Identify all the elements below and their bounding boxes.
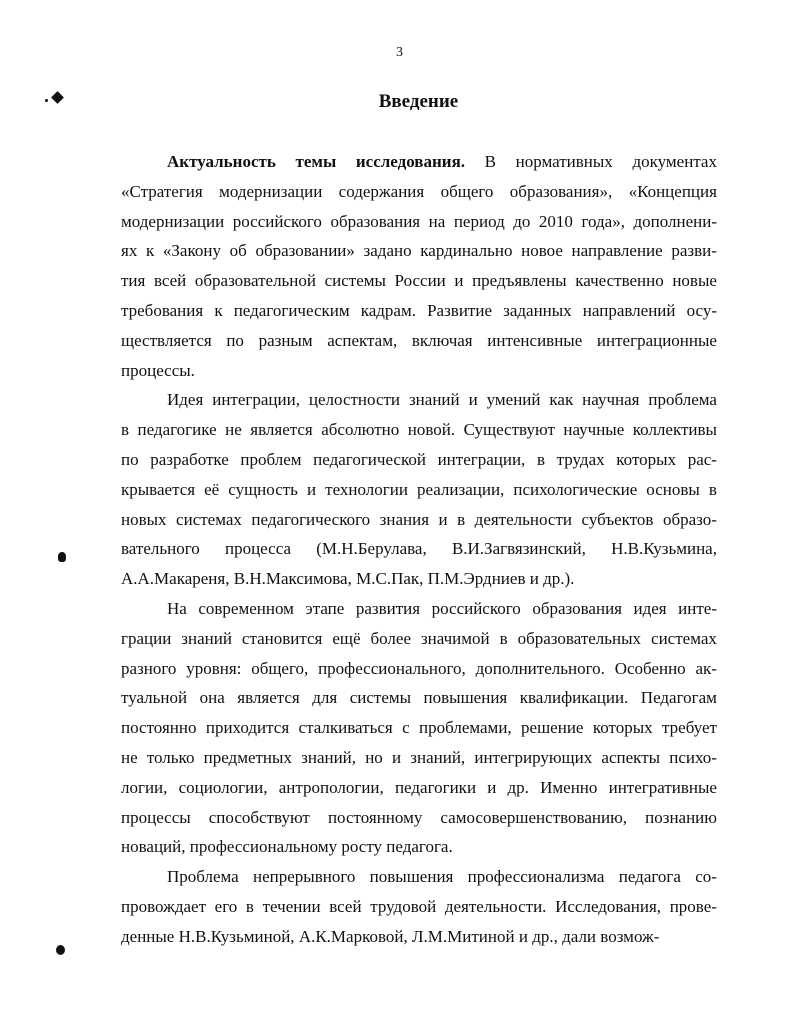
word: проблема [648,390,717,410]
word: денные [121,926,179,946]
word: осу- [686,300,717,320]
text-line [121,177,717,207]
word: субъектов [581,509,654,529]
word: предъявлены [472,271,567,291]
word: и [487,777,497,797]
paragraph [121,147,717,385]
word: Проблема [167,867,239,887]
word: её [204,479,220,499]
word: только [146,747,195,767]
word: проблемами, [419,718,512,738]
binding-hole-mark [56,945,65,955]
binding-hole-mark [58,552,66,562]
word: общего [440,181,494,201]
word: которых [616,449,677,469]
word: трудовой [370,896,437,916]
word: коллективы [632,420,717,440]
word: сталкиваться [298,718,393,738]
page-number: 3 [396,45,403,60]
word: и [391,747,402,767]
word: постоянному [327,807,423,827]
word: научные [563,420,625,440]
word: росту [341,837,387,857]
text-line [121,624,717,654]
word: педагогической [313,449,426,469]
word: заданных [503,300,572,320]
word: разного [121,658,177,678]
word: документах [632,152,717,171]
word: России [394,271,446,291]
word: образовательной [194,271,316,291]
word: новое [521,241,563,261]
word: деятельности. [444,896,547,916]
word: трудах [556,449,605,469]
word: Существуют [463,420,555,440]
text-line [121,207,717,237]
word: образования [330,211,421,231]
word: грации [121,628,172,648]
word: по [121,449,139,469]
word: кардинально [420,241,513,261]
word: темы [295,152,337,171]
word: к [145,241,155,261]
word: Особенно [614,658,686,678]
word: решение [521,718,584,738]
text-line [121,356,717,386]
word: др. [507,777,529,797]
word: Актуальность [167,152,276,171]
word: идея [633,598,667,618]
word: постоянно [121,718,197,738]
word: др., [532,926,563,946]
word: 2010 [538,211,573,231]
text-line [121,236,717,266]
word: предметных [203,747,292,767]
word: профессионализма [467,867,605,887]
word: кадрам. [360,300,416,320]
word: которых [592,718,653,738]
word: направление [571,241,663,261]
word: более [370,628,411,648]
word: Развитие [427,300,492,320]
word: знаний, [410,747,466,767]
word: этапе [305,598,345,618]
word: образо- [662,509,717,529]
body-text [121,147,717,952]
word: возмож- [600,926,660,946]
word: Исследования, [555,896,662,916]
word: целостности [308,390,401,410]
word: является [237,688,300,708]
word: самосовершенствованию, [440,807,628,827]
word: педагогическим [233,300,350,320]
word: года», [581,211,625,231]
word: на [428,211,446,231]
word: процесса [224,539,291,559]
word: нормативных [515,152,613,171]
paragraph [121,385,717,594]
word: научная [582,390,640,410]
word: она [199,688,225,708]
word: до [513,211,531,231]
word: дополнени- [633,211,717,231]
word: ак- [695,658,717,678]
word: общего, [251,658,309,678]
word: включая [411,330,473,350]
word: в [121,420,130,440]
word: психо- [669,747,717,767]
word: новой. [407,420,456,440]
word: реализации, [416,479,505,499]
word: ях [121,241,138,261]
word: в [499,628,508,648]
word: с [402,718,410,738]
word: направлений [582,300,676,320]
word: становится [241,628,323,648]
word: задано [363,241,412,261]
word: со- [695,867,717,887]
word: в [536,449,545,469]
word: и [518,926,533,946]
word: Л.М.Митиной [412,926,519,946]
word: ществляется [121,330,212,350]
word: проблем [240,449,302,469]
word: знаний [408,390,460,410]
word: образования», [509,181,613,201]
word: знания [379,509,430,529]
word: повышения [423,688,508,708]
word: российского [431,598,521,618]
word: уровня: [186,658,242,678]
word: новые [672,271,717,291]
word: системах [176,509,242,529]
paragraph [121,594,717,862]
word: знаний [181,628,232,648]
word: содержания [338,181,425,201]
word: профессионального, [318,658,466,678]
paragraph [121,862,717,951]
word: провождает [121,896,206,916]
word: приходится [205,718,290,738]
word: абсолютно [321,420,400,440]
word: познанию [645,807,717,827]
word: технологии [325,479,408,499]
word: образовательных [517,628,642,648]
word: повышения [369,867,454,887]
word: течении [262,896,321,916]
word: новых [121,509,167,529]
word: аспекты [601,747,661,767]
word: Педагогам [640,688,717,708]
text-line [121,803,717,833]
word: и [438,509,448,529]
word: разви- [671,241,717,261]
word: профессиональному [189,837,342,857]
text-line [121,475,717,505]
word: квалификации. [519,688,629,708]
text-line [121,683,717,713]
word: М.С.Пак, [356,569,428,589]
word: модернизации [121,211,225,231]
word: непрерывного [253,867,356,887]
word: в [457,509,466,529]
word: Идея [167,390,204,410]
word: к [214,300,223,320]
word: способствуют [208,807,310,827]
word: интенсивные [487,330,583,350]
word: разработке [150,449,229,469]
word: качественно [575,271,664,291]
word: в [708,479,717,499]
text-line [121,415,717,445]
word: образовании» [255,241,355,261]
word: исследования. [355,152,466,171]
text-line [121,445,717,475]
word: но [365,747,383,767]
word: требует [662,718,717,738]
word: всей [329,896,362,916]
word: аспектам, [327,330,398,350]
word: всей [153,271,187,291]
word: интегративные [608,777,717,797]
word: системах [651,628,717,648]
word: туальной [121,688,188,708]
word: крывается [121,479,196,499]
word: рас- [687,449,717,469]
word: значимой [420,628,490,648]
word: основы [646,479,700,499]
word: знаний, [301,747,357,767]
word: новаций, [121,837,190,857]
section-heading: Введение [378,91,459,112]
text-line [121,594,717,624]
word: «Закону [162,241,221,261]
word: как [549,390,574,410]
word: А.А.Макареня, [121,569,234,589]
word: процессы [121,807,191,827]
word: требования [121,300,204,320]
word: Именно [540,777,598,797]
word: (М.Н.Берулава, [316,539,427,559]
word: В [484,152,496,171]
word: Н.В.Кузьминой, [178,926,299,946]
text-line [121,326,717,356]
word: педагогики [394,777,477,797]
word: развития [355,598,421,618]
text-line [121,534,717,564]
word: На [167,598,187,618]
text-line [121,654,717,684]
word: его [214,896,238,916]
text-line [121,713,717,743]
text-line [121,892,717,922]
word: прове- [669,896,717,916]
word: интеграции, [212,390,300,410]
word: и [468,390,478,410]
word: разным [258,330,313,350]
word: сущность [228,479,298,499]
word: А.К.Марковой, [298,926,412,946]
word: по [226,330,244,350]
word: Н.В.Кузьмина, [611,539,717,559]
word: ещё [332,628,361,648]
scan-speck-mark [45,99,48,102]
text-line [121,147,717,177]
word: и [306,479,317,499]
word: период [453,211,505,231]
word: педагога [618,867,681,887]
word: не [225,420,242,440]
word: В.И.Загвязинский, [451,539,586,559]
word: деятельности [474,509,572,529]
word: др.). [543,569,575,589]
word: дали [562,926,601,946]
word: интеграции, [437,449,526,469]
word: модернизации [219,181,323,201]
word: и [454,271,464,291]
word: педагога. [386,837,453,857]
word: не [121,747,138,767]
word: и [529,569,544,589]
word: является [250,420,313,440]
word: интеграционные [596,330,717,350]
word: логии, [121,777,168,797]
word: интегрирующих [474,747,593,767]
text-line [121,266,717,296]
word: В.Н.Максимова, [233,569,357,589]
word: процессы. [121,360,195,380]
text-line [121,832,717,862]
word: вательного [121,539,200,559]
text-line [121,862,717,892]
word: П.М.Эрдниев [427,569,530,589]
word: социологии, [178,777,268,797]
word: тия [121,271,146,291]
word: педагогике [137,420,217,440]
word: об [229,241,247,261]
text-line [121,773,717,803]
word: «Стратегия [121,181,203,201]
word: психологические [513,479,638,499]
word: российского [232,211,322,231]
word: современном [198,598,294,618]
word: для [312,688,338,708]
text-line [121,564,717,594]
word: инте- [678,598,717,618]
word: системы [349,688,412,708]
word: антропологии, [278,777,384,797]
text-line [121,296,717,326]
text-line [121,385,717,415]
word: системы [324,271,386,291]
word: в [245,896,254,916]
word: умений [486,390,541,410]
word: образования [532,598,622,618]
word: педагогического [251,509,371,529]
text-line [121,922,717,952]
word: «Концепция [628,181,717,201]
text-line [121,743,717,773]
text-line [121,505,717,535]
word: дополнительного. [475,658,605,678]
